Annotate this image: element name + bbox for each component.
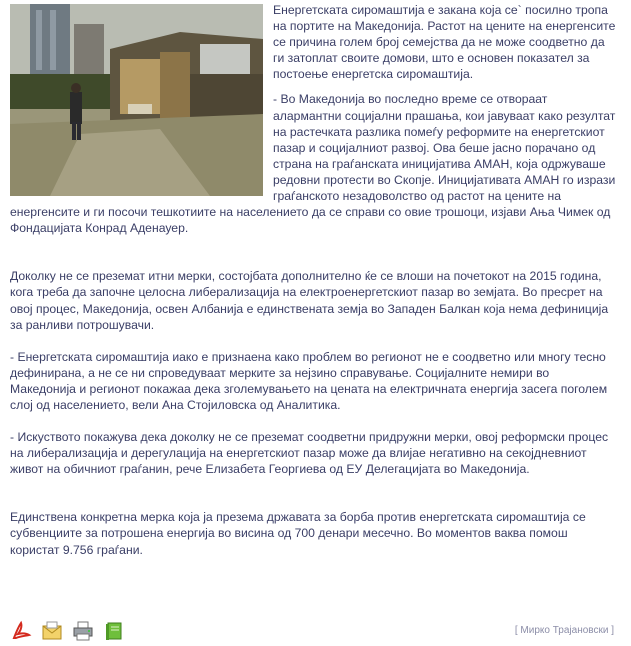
author-credit: [ Мирко Трајановски ] bbox=[514, 625, 614, 636]
book-icon[interactable] bbox=[103, 620, 125, 642]
article-photo bbox=[10, 4, 263, 196]
paragraph-subsidy: Единствена конкретна мерка која ја презема државата за борба против енергетската сиромаштија се субвенциите за потрошена енергија во висина од 700 денари месечно. Во моментов ваква помош користат 9.756 граѓани. bbox=[10, 510, 586, 557]
print-icon[interactable] bbox=[72, 620, 94, 642]
article-body bbox=[10, 2, 616, 574]
photo-scene bbox=[10, 4, 263, 196]
paragraph-aman-quote: - Во Македонија во последно време се отвораат алармантни социјални прашања, кои јавуваат како резултат на растечката разлика помеѓу реформите на енергетскиот пазар и социјалниот развој. Ова беше јасно порачано од страна на граѓанската иницијатива АМАН, која одржуваше редовни протести во Скопје. Иницијативата АМАН го изрази граѓанското незадоволство од растот на цените на енергенсите и ги посочи тешкотиите на населението да се справи со овие трошоци, изјави Ања Чимек од Фондацијата Конрад Аденауер. bbox=[10, 92, 616, 236]
share-toolbar bbox=[10, 620, 125, 642]
email-icon[interactable] bbox=[41, 620, 63, 642]
paragraph-liberalization: Доколку не се преземат итни мерки, состојбата дополнително ќе се влоши на почетокот на 2015 година, кога треба да започне целосна либерализација на електроенергетскиот пазар во земјата. Во пресрет на овој процес, Македонија, освен Албанија е единствената земја во Западен Балкан која нема дефиниција за ранливи потрошувачи. bbox=[10, 269, 609, 332]
paragraph-intro: Енергетската сиромаштија е закана која се` посилно тропа на портите на Македонија. Растот на цените на енергенсите се причина голем број семејства да не може соодветно да ги затоплат своите домови, што е основен показател за постоење енергетска сиромаштија. bbox=[273, 3, 616, 82]
paragraph-georgieva-quote: - Искуството покажува дека доколку не се преземат соодветни придружни мерки, овој реформски процес на либерализација и дерегулација на енергетскиот пазар може да влијае негативно на секојдневниот живот на обичниот граѓанин, рече Елизабета Георгиева од ЕУ Делегацијата во Македонија. bbox=[10, 430, 609, 477]
paragraph-stojilovska-quote: - Енергетската сиромаштија иако е признаена како проблем во регионот не е соодветно или многу тесно дефинирана, а не се ни спроведуваат мерките за нејзино справување. Социјалните немири во Македонија и регионот покажаа дека зголемувањето на цената на електричната енергија засега поголем слој од населението, вели Ана Стојиловска од Аналитика. bbox=[10, 349, 608, 412]
article-footer bbox=[10, 620, 616, 642]
pdf-icon[interactable] bbox=[10, 620, 32, 642]
